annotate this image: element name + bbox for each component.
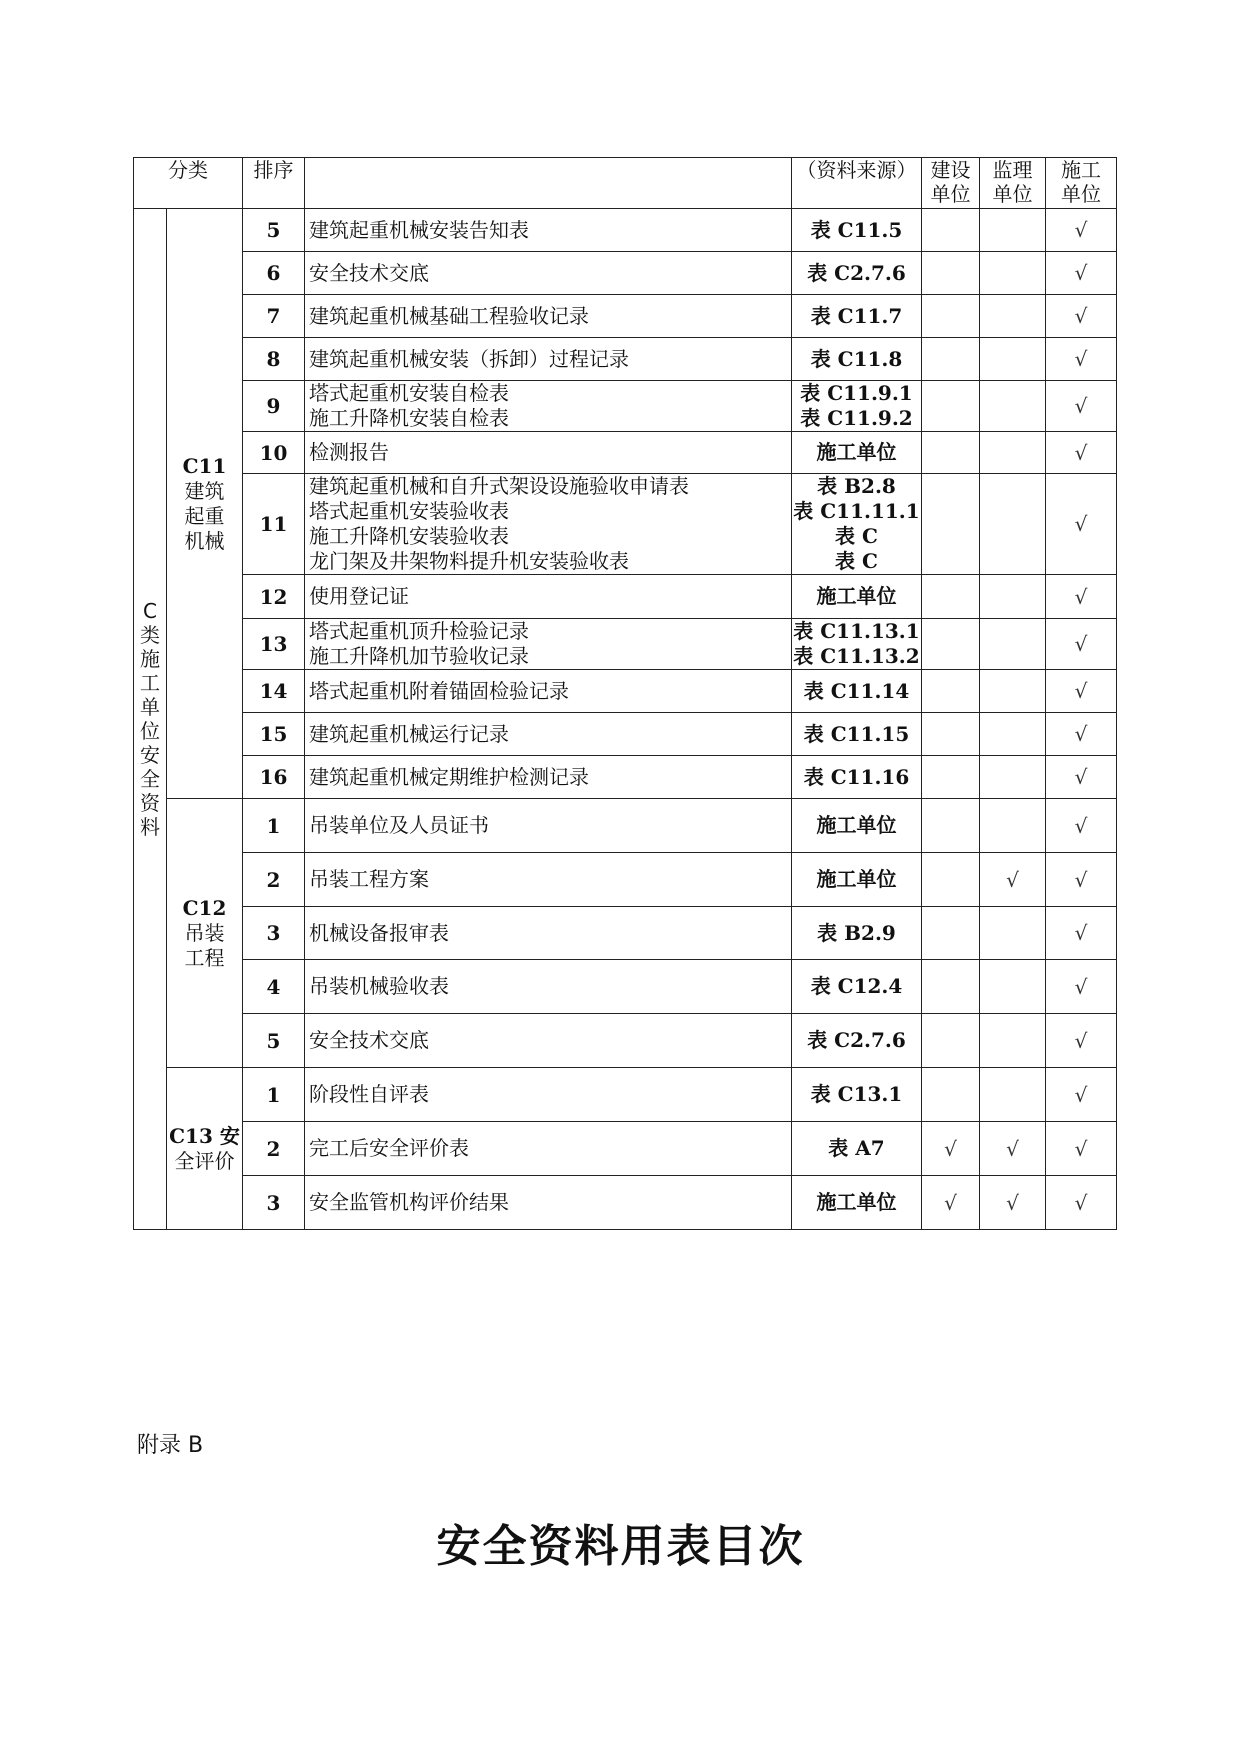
main-category-label: C类施工单位安全资料 bbox=[140, 599, 160, 839]
table-row bbox=[134, 799, 1117, 853]
construct-unit-check: √ bbox=[1046, 1068, 1117, 1122]
row-number: 6 bbox=[243, 252, 305, 295]
document-name: 施工升降机安装自检表 bbox=[309, 406, 509, 430]
document-name-cell bbox=[305, 960, 792, 1014]
document-name: 建筑起重机械基础工程验收记录 bbox=[309, 303, 589, 328]
construct-unit-check: √ bbox=[1046, 670, 1117, 713]
row-number: 16 bbox=[243, 756, 305, 799]
source-cell bbox=[792, 295, 922, 338]
construct-unit-check: √ bbox=[1046, 575, 1117, 619]
source-cell bbox=[792, 853, 922, 907]
supervise-unit-check bbox=[980, 756, 1046, 799]
document-name: 机械设备报审表 bbox=[309, 920, 449, 945]
source-cell bbox=[792, 960, 922, 1014]
document-name-cell bbox=[305, 1122, 792, 1176]
construct-unit-check: √ bbox=[1046, 1014, 1117, 1068]
document-name-cell bbox=[305, 619, 792, 670]
subcategory-code: C13 安 bbox=[169, 1123, 240, 1148]
document-name-cell bbox=[305, 756, 792, 799]
source-label: 表 C11.9.2 bbox=[800, 406, 913, 430]
row-number: 13 bbox=[243, 619, 305, 670]
document-title: 安全资料用表目次 bbox=[436, 1521, 805, 1572]
build-unit-check bbox=[922, 1068, 980, 1122]
construct-unit-check: √ bbox=[1046, 799, 1117, 853]
source-cell bbox=[792, 1068, 922, 1122]
subcategory-code: C12 bbox=[182, 895, 227, 920]
subcategory-title-line: 全评价 bbox=[174, 1148, 235, 1173]
header-supervise-text: 监理单位 bbox=[992, 158, 1033, 206]
build-unit-check bbox=[922, 575, 980, 619]
table-row bbox=[134, 252, 1117, 295]
document-name: 完工后安全评价表 bbox=[309, 1136, 469, 1160]
source-cell bbox=[792, 474, 922, 575]
header-name bbox=[305, 158, 792, 209]
row-number: 2 bbox=[243, 1122, 305, 1176]
table-row bbox=[134, 474, 1117, 575]
document-name: 施工升降机加节验收记录 bbox=[309, 644, 529, 668]
build-unit-check bbox=[922, 381, 980, 432]
document-name-cell bbox=[305, 907, 792, 960]
source-label: 施工单位 bbox=[816, 813, 897, 837]
table-row bbox=[134, 1176, 1117, 1230]
source-label: 表 C11.13.1 bbox=[793, 619, 920, 643]
table-row bbox=[134, 295, 1117, 338]
subcategory-title-line: 起重 bbox=[184, 503, 225, 528]
row-number: 2 bbox=[243, 853, 305, 907]
source-cell bbox=[792, 756, 922, 799]
supervise-unit-check bbox=[980, 619, 1046, 670]
table-row bbox=[134, 756, 1117, 799]
supervise-unit-check bbox=[980, 907, 1046, 960]
source-label: 施工单位 bbox=[816, 584, 897, 608]
source-cell bbox=[792, 799, 922, 853]
source-cell bbox=[792, 670, 922, 713]
table-row bbox=[134, 209, 1117, 252]
document-name: 吊装机械验收表 bbox=[309, 974, 449, 998]
supervise-unit-check bbox=[980, 209, 1046, 252]
construct-unit-check: √ bbox=[1046, 295, 1117, 338]
document-name: 阶段性自评表 bbox=[309, 1082, 429, 1106]
supervise-unit-check bbox=[980, 575, 1046, 619]
supervise-unit-check bbox=[980, 338, 1046, 381]
header-source: （资料来源） bbox=[792, 158, 922, 209]
build-unit-check: √ bbox=[922, 1122, 980, 1176]
source-cell bbox=[792, 432, 922, 474]
source-cell bbox=[792, 619, 922, 670]
construct-unit-check: √ bbox=[1046, 853, 1117, 907]
build-unit-check bbox=[922, 619, 980, 670]
source-cell bbox=[792, 713, 922, 756]
document-name-cell bbox=[305, 1176, 792, 1230]
table-row bbox=[134, 960, 1117, 1014]
subcategory-title-line: 建筑 bbox=[184, 478, 225, 503]
source-label: 施工单位 bbox=[816, 440, 897, 464]
supervise-unit-check bbox=[980, 670, 1046, 713]
table-row bbox=[134, 338, 1117, 381]
table-row bbox=[134, 381, 1117, 432]
source-cell bbox=[792, 252, 922, 295]
table-row bbox=[134, 1122, 1117, 1176]
build-unit-check bbox=[922, 1014, 980, 1068]
row-number: 8 bbox=[243, 338, 305, 381]
safety-documents-table bbox=[133, 157, 1117, 1230]
header-build-unit bbox=[922, 158, 980, 209]
document-name: 安全监管机构评价结果 bbox=[309, 1190, 509, 1214]
source-label: 表 C12.4 bbox=[810, 974, 903, 998]
document-name: 建筑起重机械定期维护检测记录 bbox=[309, 764, 589, 789]
source-label: 表 C11.15 bbox=[803, 721, 910, 746]
build-unit-check bbox=[922, 799, 980, 853]
document-name: 塔式起重机顶升检验记录 bbox=[309, 619, 529, 643]
document-name: 安全技术交底 bbox=[309, 260, 429, 285]
supervise-unit-check bbox=[980, 799, 1046, 853]
document-name-cell bbox=[305, 295, 792, 338]
table-row bbox=[134, 670, 1117, 713]
document-name-cell bbox=[305, 853, 792, 907]
construct-unit-check: √ bbox=[1046, 474, 1117, 575]
document-name-cell bbox=[305, 338, 792, 381]
header-construct-unit bbox=[1046, 158, 1117, 209]
document-name: 建筑起重机械安装（拆卸）过程记录 bbox=[309, 346, 629, 371]
construct-unit-check: √ bbox=[1046, 209, 1117, 252]
document-name: 塔式起重机安装验收表 bbox=[309, 499, 509, 523]
table-row bbox=[134, 853, 1117, 907]
table-row bbox=[134, 713, 1117, 756]
document-name-cell bbox=[305, 209, 792, 252]
document-name: 检测报告 bbox=[309, 440, 389, 464]
construct-unit-check: √ bbox=[1046, 960, 1117, 1014]
source-label: 施工单位 bbox=[816, 867, 897, 891]
table-row bbox=[134, 1068, 1117, 1122]
source-label: 表 C bbox=[835, 549, 878, 573]
build-unit-check bbox=[922, 474, 980, 575]
document-name: 塔式起重机附着锚固检验记录 bbox=[309, 678, 569, 703]
source-label: 表 C2.7.6 bbox=[807, 260, 906, 285]
source-label: 表 C bbox=[835, 524, 878, 548]
source-cell bbox=[792, 1122, 922, 1176]
document-name-cell bbox=[305, 381, 792, 432]
build-unit-check bbox=[922, 670, 980, 713]
source-label: 施工单位 bbox=[816, 1190, 897, 1214]
source-label: 表 C13.1 bbox=[810, 1082, 903, 1106]
build-unit-check bbox=[922, 252, 980, 295]
source-cell bbox=[792, 575, 922, 619]
supervise-unit-check bbox=[980, 1014, 1046, 1068]
source-label: 表 C11.13.2 bbox=[793, 644, 920, 668]
source-cell bbox=[792, 209, 922, 252]
document-name: 使用登记证 bbox=[309, 584, 409, 608]
build-unit-check bbox=[922, 432, 980, 474]
construct-unit-check: √ bbox=[1046, 381, 1117, 432]
build-unit-check bbox=[922, 960, 980, 1014]
document-name: 龙门架及井架物料提升机安装验收表 bbox=[309, 549, 629, 573]
supervise-unit-check bbox=[980, 1068, 1046, 1122]
subcategory-title-line: 吊装 bbox=[184, 920, 225, 945]
document-name-cell bbox=[305, 432, 792, 474]
row-number: 11 bbox=[243, 474, 305, 575]
construct-unit-check: √ bbox=[1046, 619, 1117, 670]
row-number: 15 bbox=[243, 713, 305, 756]
header-order: 排序 bbox=[243, 158, 305, 209]
supervise-unit-check: √ bbox=[980, 1122, 1046, 1176]
row-number: 1 bbox=[243, 1068, 305, 1122]
source-label: 表 C11.11.1 bbox=[793, 499, 920, 523]
document-name: 施工升降机安装验收表 bbox=[309, 524, 509, 548]
construct-unit-check: √ bbox=[1046, 1176, 1117, 1230]
source-label: 表 B2.9 bbox=[817, 920, 896, 945]
build-unit-check bbox=[922, 295, 980, 338]
row-number: 7 bbox=[243, 295, 305, 338]
subcategory-cell bbox=[167, 209, 243, 799]
document-name: 安全技术交底 bbox=[309, 1028, 429, 1052]
subcategory-code: C11 bbox=[182, 453, 227, 478]
table-row bbox=[134, 432, 1117, 474]
document-name: 塔式起重机安装自检表 bbox=[309, 381, 509, 405]
source-label: 表 C11.16 bbox=[803, 764, 910, 789]
source-label: 表 C11.5 bbox=[810, 217, 903, 242]
document-name: 建筑起重机械运行记录 bbox=[309, 721, 509, 746]
row-number: 3 bbox=[243, 1176, 305, 1230]
subcategory-cell bbox=[167, 1068, 243, 1230]
supervise-unit-check bbox=[980, 295, 1046, 338]
document-name: 吊装工程方案 bbox=[309, 867, 429, 891]
source-cell bbox=[792, 338, 922, 381]
subcategory-cell bbox=[167, 799, 243, 1068]
row-number: 14 bbox=[243, 670, 305, 713]
row-number: 9 bbox=[243, 381, 305, 432]
supervise-unit-check: √ bbox=[980, 853, 1046, 907]
document-name-cell bbox=[305, 474, 792, 575]
row-number: 5 bbox=[243, 209, 305, 252]
document-name-cell bbox=[305, 670, 792, 713]
row-number: 4 bbox=[243, 960, 305, 1014]
row-number: 3 bbox=[243, 907, 305, 960]
document-name-cell bbox=[305, 1014, 792, 1068]
header-construct-text: 施工单位 bbox=[1061, 158, 1101, 206]
supervise-unit-check bbox=[980, 713, 1046, 756]
build-unit-check bbox=[922, 713, 980, 756]
document-name-cell bbox=[305, 1068, 792, 1122]
source-label: 表 B2.8 bbox=[817, 474, 896, 498]
source-cell bbox=[792, 907, 922, 960]
subcategory-title-line: 工程 bbox=[184, 945, 225, 970]
construct-unit-check: √ bbox=[1046, 907, 1117, 960]
table-header-row bbox=[134, 158, 1117, 209]
subcategory-title-line: 机械 bbox=[184, 528, 225, 553]
header-category: 分类 bbox=[134, 158, 243, 209]
document-name: 建筑起重机械安装告知表 bbox=[309, 217, 529, 242]
build-unit-check bbox=[922, 209, 980, 252]
table-row bbox=[134, 1014, 1117, 1068]
supervise-unit-check bbox=[980, 960, 1046, 1014]
build-unit-check bbox=[922, 756, 980, 799]
construct-unit-check: √ bbox=[1046, 756, 1117, 799]
appendix-label: 附录 B bbox=[137, 1433, 204, 1458]
construct-unit-check: √ bbox=[1046, 1122, 1117, 1176]
build-unit-check bbox=[922, 338, 980, 381]
row-number: 10 bbox=[243, 432, 305, 474]
source-cell bbox=[792, 1176, 922, 1230]
document-name-cell bbox=[305, 713, 792, 756]
construct-unit-check: √ bbox=[1046, 252, 1117, 295]
supervise-unit-check bbox=[980, 381, 1046, 432]
construct-unit-check: √ bbox=[1046, 713, 1117, 756]
document-name-cell bbox=[305, 575, 792, 619]
table-row bbox=[134, 619, 1117, 670]
build-unit-check bbox=[922, 907, 980, 960]
document-name-cell bbox=[305, 799, 792, 853]
construct-unit-check: √ bbox=[1046, 432, 1117, 474]
supervise-unit-check bbox=[980, 252, 1046, 295]
source-cell bbox=[792, 381, 922, 432]
row-number: 5 bbox=[243, 1014, 305, 1068]
source-label: 表 C11.9.1 bbox=[800, 381, 913, 405]
source-label: 表 C11.14 bbox=[803, 678, 910, 703]
supervise-unit-check: √ bbox=[980, 1176, 1046, 1230]
build-unit-check: √ bbox=[922, 1176, 980, 1230]
source-label: 表 A7 bbox=[828, 1136, 885, 1160]
row-number: 12 bbox=[243, 575, 305, 619]
source-label: 表 C11.8 bbox=[810, 346, 903, 371]
build-unit-check bbox=[922, 853, 980, 907]
table-row bbox=[134, 575, 1117, 619]
document-name: 建筑起重机械和自升式架设设施验收申请表 bbox=[309, 474, 689, 498]
source-label: 表 C11.7 bbox=[810, 303, 903, 328]
supervise-unit-check bbox=[980, 474, 1046, 575]
construct-unit-check: √ bbox=[1046, 338, 1117, 381]
row-number: 1 bbox=[243, 799, 305, 853]
table-row bbox=[134, 907, 1117, 960]
header-supervise-unit bbox=[980, 158, 1046, 209]
document-name: 吊装单位及人员证书 bbox=[309, 813, 489, 837]
document-name-cell bbox=[305, 252, 792, 295]
header-build-text: 建设单位 bbox=[930, 158, 971, 206]
main-category-cell bbox=[134, 209, 167, 1230]
supervise-unit-check bbox=[980, 432, 1046, 474]
source-label: 表 C2.7.6 bbox=[807, 1028, 906, 1052]
source-cell bbox=[792, 1014, 922, 1068]
